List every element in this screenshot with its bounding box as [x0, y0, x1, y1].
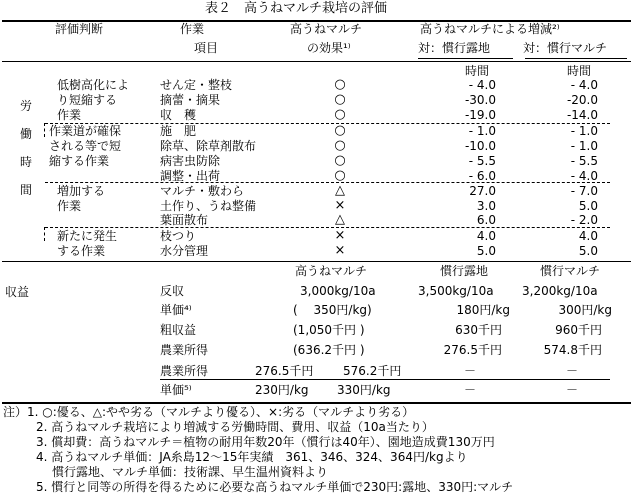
- diff-open: -10.0: [464, 139, 496, 153]
- group-separator: [45, 123, 610, 124]
- labor-item: マルチ・敷わら: [160, 184, 245, 198]
- effect-symbol: ○: [334, 153, 346, 168]
- diff-open: 4.0: [476, 229, 496, 243]
- income-open: 180円/kg: [456, 303, 510, 317]
- group-label: 作業道が確保: [49, 124, 122, 138]
- note-line: 4. 高うねマルチ単価：JA糸島12～15年実績 361、346、324、364円/kgより: [36, 450, 468, 464]
- labor-item: 調整・出荷: [160, 169, 221, 183]
- group-label: する作業: [57, 244, 106, 258]
- diff-open: 3.0: [476, 199, 496, 213]
- diff-mulch: -14.0: [566, 108, 598, 122]
- income-label: 反収: [160, 284, 185, 298]
- equal-open: －: [463, 364, 476, 378]
- labor-item: 摘蕾・摘果: [160, 93, 221, 107]
- income-high: (1,050千円 ): [293, 323, 365, 337]
- labor-item: せん定・整枝: [160, 78, 233, 92]
- note-line: 3. 償却費：高うねマルチ＝植物の耐用年数20年（慣行は40年）、園地造成費130万円: [36, 435, 495, 449]
- income-mulch: 574.8千円: [543, 343, 602, 357]
- group-separator: [45, 227, 610, 228]
- equal-value-open: 276.5千円: [255, 364, 314, 378]
- labor-category-char: 時: [20, 155, 33, 169]
- equal-label: 単価⁵⁾: [160, 383, 192, 397]
- diff-mulch: - 7.0: [570, 184, 598, 198]
- diff-open: - 6.0: [468, 169, 496, 183]
- diff-mulch: - 4.0: [570, 169, 598, 183]
- diff-mulch: - 4.0: [570, 78, 598, 92]
- diff-open: 27.0: [469, 184, 496, 198]
- income-mulch: 3,200kg/10a: [522, 284, 598, 298]
- group-separator-tick: [44, 227, 45, 241]
- note-line: 慣行露地、マルチ単価：技術課、早生温州資料より: [52, 465, 329, 479]
- labor-category-char: 労: [20, 99, 33, 113]
- labor-item: 除草、除草剤散布: [160, 139, 257, 153]
- effect-symbol: △: [335, 212, 345, 227]
- diff-mulch: - 2.0: [570, 213, 598, 227]
- income-category: 収益: [5, 285, 30, 299]
- income-equal-separator: [160, 379, 610, 380]
- effect-symbol: ○: [334, 123, 346, 138]
- header-eval: 評価判断: [55, 22, 104, 36]
- labor-item: 病害虫防除: [160, 154, 221, 168]
- income-col-mulch: 慣行マルチ: [540, 264, 601, 278]
- equal-open: －: [463, 383, 476, 397]
- equal-value-mulch: 330円/kg: [337, 383, 391, 397]
- income-open: 630千円: [455, 323, 502, 337]
- labor-category-char: 間: [20, 183, 33, 197]
- group-label: 低樹高化によ: [57, 78, 130, 92]
- header-underline-open: [418, 58, 513, 59]
- diff-mulch: - 5.5: [570, 154, 598, 168]
- diff-open: 6.0: [476, 213, 496, 227]
- labor-item: 収 穫: [160, 108, 197, 122]
- diff-open: -30.0: [464, 93, 496, 107]
- group-separator: [45, 182, 610, 183]
- header-work-2: 項目: [194, 41, 219, 55]
- note-line: 注）1. ○:優る、△:やや劣る（マルチより優る）、×:劣る（マルチより劣る）: [3, 405, 415, 419]
- header-effect-1: 高うねマルチ: [290, 22, 363, 36]
- income-label: 単価⁴⁾: [160, 303, 192, 317]
- labor-income-separator: [2, 261, 631, 262]
- labor-item: 土作り、うね整備: [160, 199, 257, 213]
- equal-value-mulch: 576.2千円: [343, 364, 402, 378]
- income-col-high: 高うねマルチ: [295, 264, 368, 278]
- diff-mulch: -20.0: [566, 93, 598, 107]
- diff-mulch: 5.0: [578, 199, 598, 213]
- header-underline-mulch: [525, 58, 627, 59]
- header-vs-mulch: 対：慣行マルチ: [523, 41, 608, 55]
- equal-mulch: －: [565, 383, 578, 397]
- header-effect-2: の効果¹⁾: [307, 41, 351, 55]
- income-col-open: 慣行露地: [440, 264, 489, 278]
- note-line: 5. 慣行と同等の所得を得るために必要な高うねマルチ単価で230円:露地、330円:マルチ: [36, 480, 514, 494]
- income-mulch: 960千円: [555, 323, 602, 337]
- header-bottom-line: [2, 61, 631, 62]
- effect-symbol: ○: [334, 138, 346, 153]
- effect-symbol: ○: [334, 168, 346, 183]
- diff-open: - 1.0: [468, 124, 496, 138]
- income-label: 粗収益: [160, 323, 197, 337]
- diff-open: -19.0: [464, 108, 496, 122]
- income-high: (636.2千円 ): [293, 343, 365, 357]
- diff-mulch: 4.0: [578, 229, 598, 243]
- equal-label: 農業所得: [160, 364, 209, 378]
- diff-mulch: - 1.0: [570, 139, 598, 153]
- equal-mulch: －: [565, 364, 578, 378]
- diff-mulch: 5.0: [578, 244, 598, 258]
- labor-item: 水分管理: [160, 244, 209, 258]
- labor-item: 葉面散布: [160, 213, 209, 227]
- effect-symbol: ×: [334, 198, 346, 213]
- income-mulch: 300円/kg: [558, 303, 612, 317]
- unit-mulch: 時間: [567, 64, 592, 78]
- effect-symbol: ×: [334, 228, 346, 243]
- equal-value-open: 230円/kg: [255, 383, 309, 397]
- income-high: ( 350円/kg): [293, 303, 372, 317]
- group-label: 増加する: [57, 184, 106, 198]
- labor-item: 施 肥: [160, 124, 197, 138]
- group-label: 作業: [57, 199, 82, 213]
- effect-symbol: ○: [334, 107, 346, 122]
- unit-open: 時間: [465, 64, 490, 78]
- diff-open: 5.0: [476, 244, 496, 258]
- income-open: 3,500kg/10a: [418, 284, 494, 298]
- effect-symbol: ○: [334, 92, 346, 107]
- effect-symbol: △: [335, 183, 345, 198]
- income-high: 3,000kg/10a: [300, 284, 376, 298]
- diff-mulch: - 1.0: [570, 124, 598, 138]
- group-label: 縮する作業: [49, 154, 110, 168]
- header-work-1: 作業: [180, 22, 205, 36]
- effect-symbol: ○: [334, 77, 346, 92]
- labor-category-char: 働: [20, 127, 33, 141]
- labor-item: 枝つり: [160, 229, 197, 243]
- note-line: 2. 高うねマルチ栽培により増減する労働時間、費用、収益（10a当たり）: [36, 420, 434, 434]
- table-title: 表２ 高うねマルチ栽培の評価: [205, 1, 388, 16]
- group-label: される等で短: [49, 139, 122, 153]
- header-diff: 高うねマルチによる増減²⁾: [420, 22, 560, 36]
- group-label: り短縮する: [57, 93, 118, 107]
- header-vs-open: 対：慣行露地: [418, 41, 491, 55]
- group-separator-tick: [44, 123, 45, 137]
- diff-open: - 4.0: [468, 78, 496, 92]
- diff-open: - 5.5: [468, 154, 496, 168]
- income-open: 276.5千円: [443, 343, 502, 357]
- group-label: 新たに発生: [57, 229, 118, 243]
- table-bottom-border: [2, 402, 631, 404]
- group-label: 作業: [57, 108, 82, 122]
- income-label: 農業所得: [160, 343, 209, 357]
- effect-symbol: ×: [334, 243, 346, 258]
